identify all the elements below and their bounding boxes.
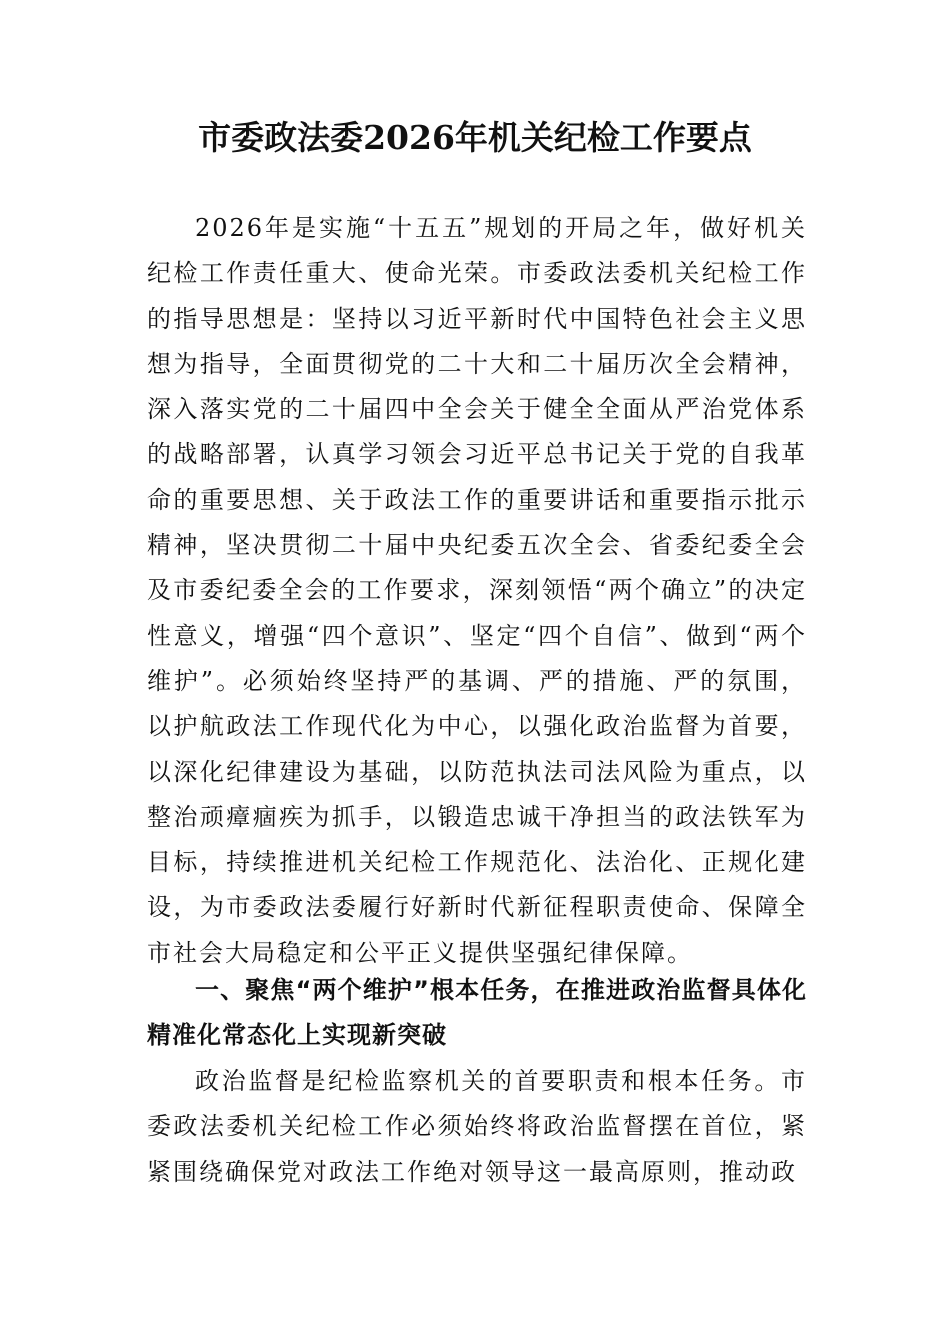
section-heading-1: 一、聚焦“两个维护”根本任务，在推进政治监督具体化精准化常态化上实现新突破 (147, 976, 807, 1050)
document-title: 市委政法委2026年机关纪检工作要点 (198, 118, 752, 157)
section-1-paragraph: 政治监督是纪检监察机关的首要职责和根本任务。市委政法委机关纪检工作必须始终将政治监督摆在首位，紧紧围绕确保党对政法工作绝对领导这一最高原则，推动政 (147, 1067, 807, 1186)
intro-paragraph: 2026年是实施“十五五”规划的开局之年，做好机关纪检工作责任重大、使命光荣。市委政法委机关纪检工作的指导思想是：坚持以习近平新时代中国特色社会主义思想为指导，全面贯彻党的二十大和二十届历次全会精神，深入落实党的二十届四中全会关于健全全面从严治党体系的战略部署，认真学习领会习近平总书记关于党的自我革命的重要思想、关于政法工作的重要讲话和重要指示批示精神，坚决贯彻二十届中央纪委五次全会、省委纪委全会及市委纪委全会的工作要求，深刻领悟“两个确立”的决定性意义，增强“四个意识”、坚定“四个自信”、做到“两个维护”。必须始终坚持严的基调、严的措施、严的氛围，以护航政法工作现代化为中心，以强化政治监督为首要，以深化纪律建设为基础，以防范执法司法风险为重点，以整治顽瘴痼疾为抓手，以锻造忠诚干净担当的政法铁军为目标，持续推进机关纪检工作规范化、法治化、正规化建设，为市委政法委履行好新时代新征程职责使命、保障全市社会大局稳定和公平正义提供坚强纪律保障。 (147, 214, 807, 967)
